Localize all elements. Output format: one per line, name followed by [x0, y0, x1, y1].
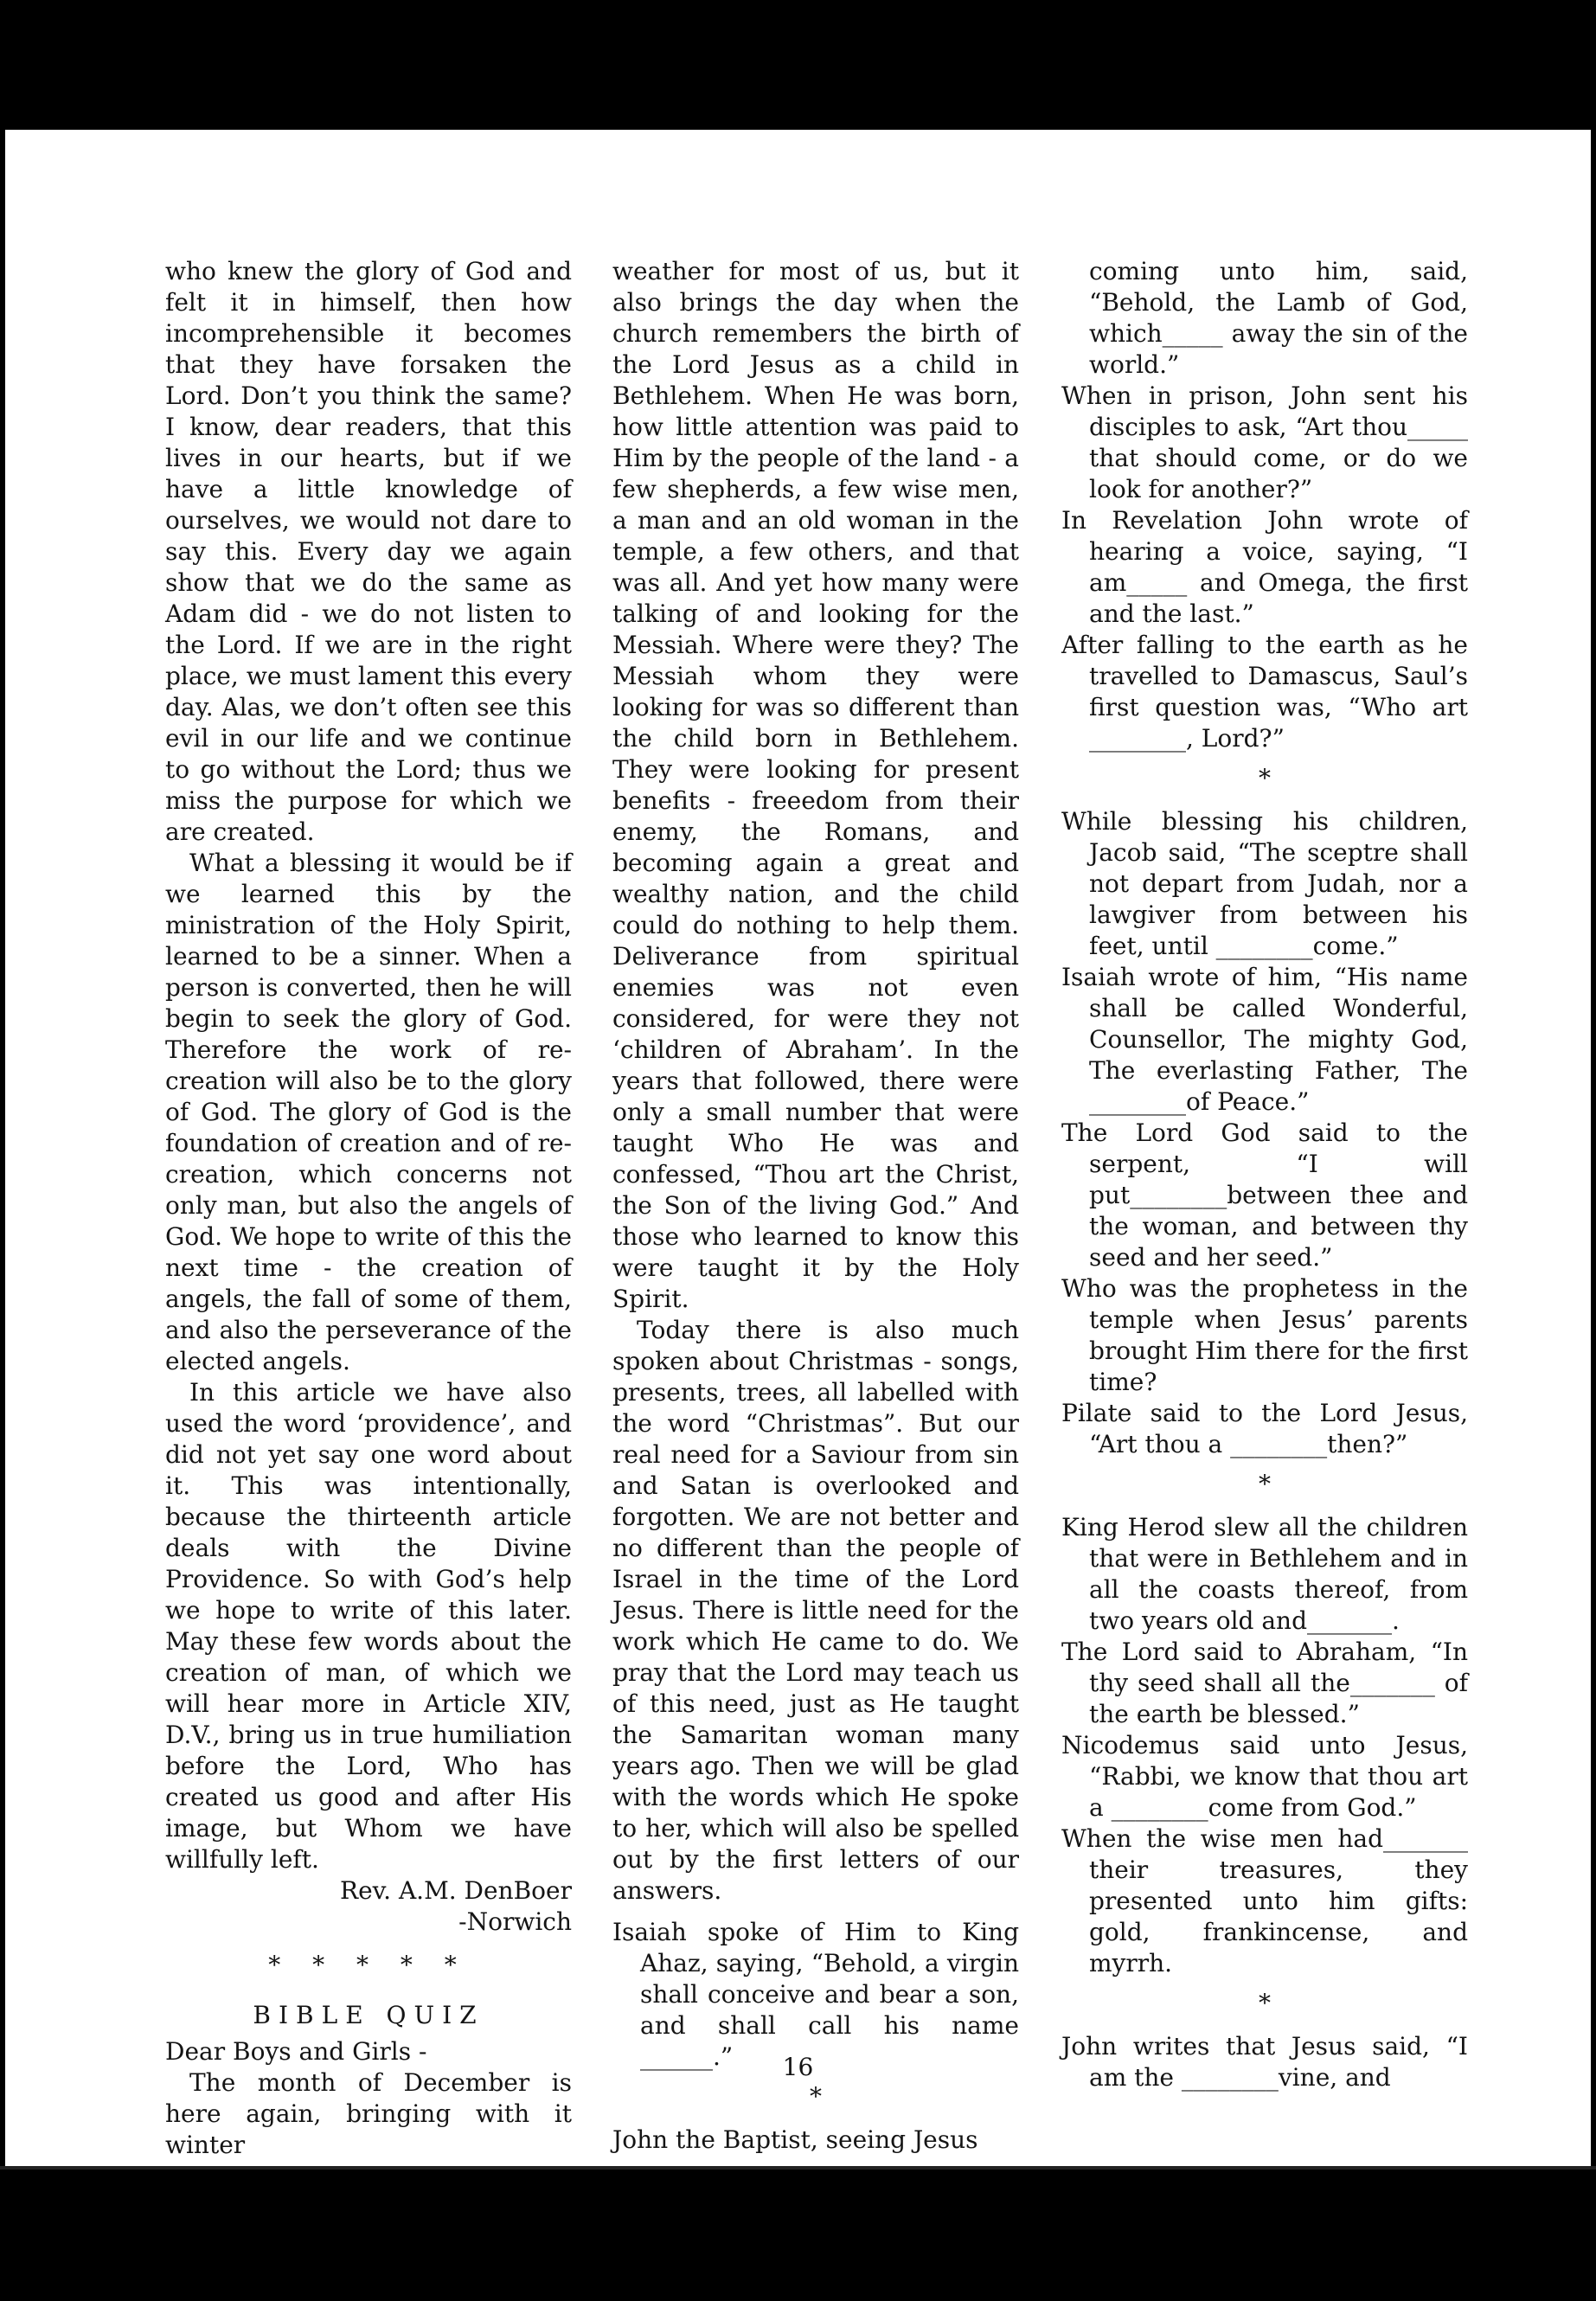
section-divider-stars: * * * * *: [268, 1951, 469, 1979]
quiz-question: When in prison, John sent his disciples to ask, “Art thou_____ that should come, or do we look for another?”: [1061, 381, 1468, 503]
quiz-question: John the Baptist, seeing Jesus: [612, 2125, 978, 2154]
quiz-question: While blessing his children, Jacob said, “The sceptre shall not depart from Judah, nor a lawgiver from between his feet, until ________come.”: [1061, 807, 1468, 960]
quiz-question: Nicodemus said unto Jesus, “Rabbi, we know that thou art a ________come from God.”: [1061, 1731, 1468, 1822]
article-paragraph: In this article we have also used the word ‘providence’, and did not yet say one word about it. This was intentionally, because the thirteenth article deals with the Divine Providence. So with God’s help we hope to write of this later. May these few words about the creation of man, of which we will hear more in Article XIV, D.V., bring us in true humiliation before the Lord, Who has created us good and after His image, but Whom we have willfully left.: [165, 1378, 572, 1874]
scan-border-bottom: [0, 2170, 1596, 2301]
scan-border-left: [0, 130, 5, 2170]
quiz-heading: BIBLE QUIZ: [253, 2001, 484, 2029]
column-2: [612, 256, 1019, 2156]
quiz-question: After falling to the earth as he travelled to Damascus, Saul’s first question was, “Who art ________, Lord?”: [1061, 631, 1468, 753]
question-separator: *: [1259, 764, 1271, 792]
scan-border-right: [1591, 130, 1596, 2170]
quiz-question: John writes that Jesus said, “I am the ________vine, and: [1061, 2032, 1468, 2092]
quiz-question: Isaiah wrote of him, “His name shall be called Wonderful, Counsellor, The mighty God, The everlasting Father, The ________of Peace.”: [1061, 963, 1468, 1116]
quiz-question: When the wise men had_______ their treasures, they presented unto him gifts: gold, frankincense, and myrrh.: [1061, 1824, 1468, 1977]
quiz-question: The Lord said to Abraham, “In thy seed shall all the_______ of the earth be blessed.”: [1061, 1638, 1468, 1728]
quiz-intro-paragraph: weather for most of us, but it also brings the day when the church remembers the birth of the Lord Jesus as a child in Bethlehem. When He was born, how little attention was paid to Him by the people of the land - a few shepherds, a few wise men, a man and an old woman in the temple, a few others, and that was all. And yet how many were talking of and looking for the Messiah. Where were they? The Messiah whom they were looking for was so different than the child born in Bethlehem. They were looking for present benefits - freeedom from their enemy, the Romans, and becoming again a great and wealthy nation, and the child could do nothing to help them. Deliverance from spiritual enemies was not even considered, for were they not ‘children of Abraham’. In the years that followed, there were only a small number that were taught Who He was and confessed, “Thou art the Christ, the Son of the living God.” And those who learned to know this were taught it by the Holy Spirit.: [612, 257, 1019, 1313]
quiz-question: coming unto him, said, “Behold, the Lamb of God, which_____ away the sin of the world.”: [1089, 257, 1468, 379]
question-separator: *: [1259, 1470, 1271, 1498]
quiz-question: In Revelation John wrote of hearing a voice, saying, “I am_____ and Omega, the first and the last.”: [1061, 506, 1468, 628]
signature-place: -Norwich: [458, 1907, 572, 1936]
article-paragraph: What a blessing it would be if we learned this by the ministration of the Holy Spirit, learned to be a sinner. When a person is converted, then he will begin to seek the glory of God. Therefore the work of re-creation will also be to the glory of God. The glory of God is the foundation of creation and of re-creation, which concerns not only man, but also the angels of God. We hope to write of this the next time - the creation of angels, the fall of some of them, and also the perseverance of the elected angels.: [165, 849, 572, 1375]
article-paragraph: who knew the glory of God and felt it in himself, then how incomprehensible it becomes that they have forsaken the Lord. Don’t you think the same? I know, dear readers, that this lives in our hearts, but if we have a little knowledge of ourselves, we would not dare to say this. Every day we again show that we do the same as Adam did - we do not listen to the Lord. If we are in the right place, we must lament this every day. Alas, we don’t often see this evil in our life and we continue to go without the Lord; thus we miss the purpose for which we are created.: [165, 257, 572, 846]
quiz-question: Pilate said to the Lord Jesus, “Art thou a ________then?”: [1061, 1399, 1468, 1458]
scan-border-top: [0, 0, 1596, 130]
signature-name: Rev. A.M. DenBoer: [340, 1876, 572, 1905]
column-1: [165, 256, 572, 2161]
quiz-intro-paragraph: Today there is also much spoken about Christmas - songs, presents, trees, all labelled with the word “Christmas”. But our real need for a Saviour from sin and Satan is overlooked and forgotten. We are not better and no different than the people of Israel in the time of the Lord Jesus. There is little need for the work which He came to do. We pray that the Lord may teach us of this need, just as He taught the Samaritan woman many years ago. Then we will be glad with the words which He spoke to her, which will also be spelled out by the first letters of our answers.: [612, 1316, 1019, 1905]
quiz-question: King Herod slew all the children that were in Bethlehem and in all the coasts thereof, from two years old and_______.: [1061, 1513, 1468, 1635]
quiz-question: Isaiah spoke of Him to King Ahaz, saying, “Behold, a virgin shall conceive and bear a son, and shall call his name ______.”: [612, 1918, 1019, 2071]
column-3: [1061, 256, 1468, 2093]
question-separator: *: [1259, 1989, 1271, 2017]
page-number: 16: [782, 2053, 814, 2081]
quiz-intro-paragraph: The month of December is here again, bringing with it winter: [165, 2068, 572, 2159]
salutation: Dear Boys and Girls -: [165, 2037, 427, 2066]
question-separator: *: [810, 2082, 822, 2111]
quiz-question: The Lord God said to the serpent, “I will put________between thee and the woman, and between thy seed and her seed.”: [1061, 1118, 1468, 1272]
quiz-question: Who was the prophetess in the temple when Jesus’ parents brought Him there for the first time?: [1061, 1274, 1468, 1396]
